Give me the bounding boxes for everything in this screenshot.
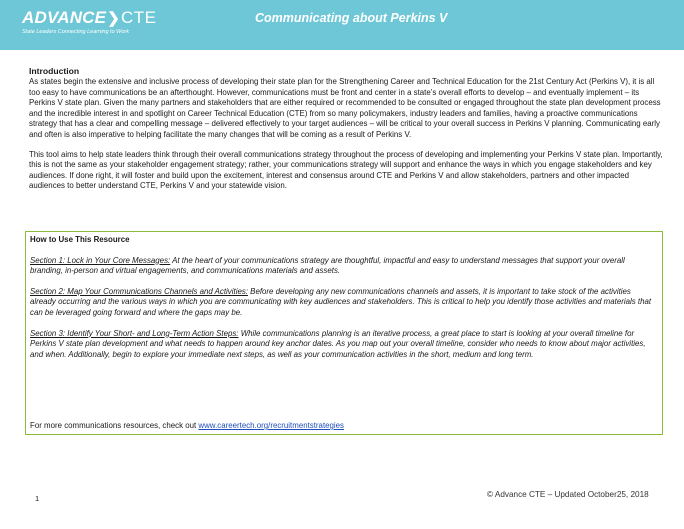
logo-tagline: State Leaders Connecting Learning to Work: [22, 29, 130, 35]
logo-advance-text: ADVANCE: [22, 8, 107, 27]
section-1-text: At the heart of your communications strategy are thoughtful, impactful and easy to understand messages that support your overall branding, in-person and virtual engagements, and communications materials and assets.: [30, 255, 625, 276]
section-1-label: Section 1: Lock in Your Core Messages:: [30, 255, 171, 265]
how-to-use-resource-box: [25, 231, 663, 435]
page-header-band: [0, 0, 684, 50]
section-3-description: [30, 329, 657, 361]
section-2-text: Before developing any new communications channels and assets, it is important to take stock of the activities already occurring and the various ways in which you are communicating with key audiences and stakeholders. This is critical to help you identify those activities and materials that can be leveraged going forward and where the gaps may be.: [30, 286, 652, 317]
logo-wordmark: [22, 9, 156, 28]
careertech-link[interactable]: www.careertech.org/recruitmentstrategies: [198, 421, 345, 430]
section-3-label: Section 3: Identify Your Short- and Long-Term Action Steps:: [30, 328, 239, 338]
document-title: Communicating about Perkins V: [255, 11, 448, 25]
advance-cte-logo: [22, 9, 156, 35]
section-3-text: While communications planning is an iterative process, a great place to start is looking at your overall timeline for Perkins V state plan development and what needs to happen around key anchor dates. As you map out your overall timeline, consider who needs to know about major activities, and when. Additionally, begin to explore your immediate next steps, as well as your communication activities in the short, medium and long term.: [30, 328, 646, 359]
introduction-section: [29, 66, 663, 192]
more-resources-line: [30, 421, 344, 432]
page-number: 1: [35, 494, 40, 503]
section-2-label: Section 2: Map Your Communications Channels and Activities:: [30, 286, 248, 296]
introduction-heading: Introduction: [29, 66, 80, 76]
chevron-right-icon: ❯: [107, 10, 120, 27]
introduction-paragraph-2: This tool aims to help state leaders think through their overall communications strategy throughout the process of developing and implementing your Perkins V state plan. Importantly, this is not the same as your stakeholder engagement strategy; rather, your communications strategy will support and enhance the ways in which you engage stakeholders and key audiences. If done right, it will foster and build upon the excitement, interest and consensus around CTE and Perkins V and allow stakeholders, partners and other impacted audiences to better understand CTE, Perkins V and your statewide vision.: [29, 149, 663, 191]
how-to-use-heading: How to Use This Resource: [30, 235, 130, 244]
copyright-notice: © Advance CTE – Updated October25, 2018: [487, 490, 649, 499]
logo-cte-text: CTE: [120, 8, 157, 27]
section-1-description: [30, 256, 657, 277]
section-2-description: [30, 287, 657, 319]
introduction-paragraph-1: As states begin the extensive and inclusive process of developing their state plan for the Strengthening Career and Technical Education for the 21st Century Act (Perkins V), it is all too easy to have communications be an afterthought. However, communications must be front and center in a state’s overall efforts to develop – and eventually implement – its Perkins V state plan. Given the many partners and stakeholders that are either required or recommended to be consulted or engaged throughout the state plan development process and the incredible interest in and spotlight on Career Technical Education (CTE) from so many policymakers, industry leaders and families, having a proactive communications strategy that has a clear and compelling message – delivered effectively to your target audiences – will be critical to your overall success in Perkins V planning. Communicating early and often is also imperative to helping facilitate the many changes that will be coming as a result of Perkins V.: [29, 77, 661, 139]
more-resources-text: For more communications resources, check out: [30, 421, 199, 430]
